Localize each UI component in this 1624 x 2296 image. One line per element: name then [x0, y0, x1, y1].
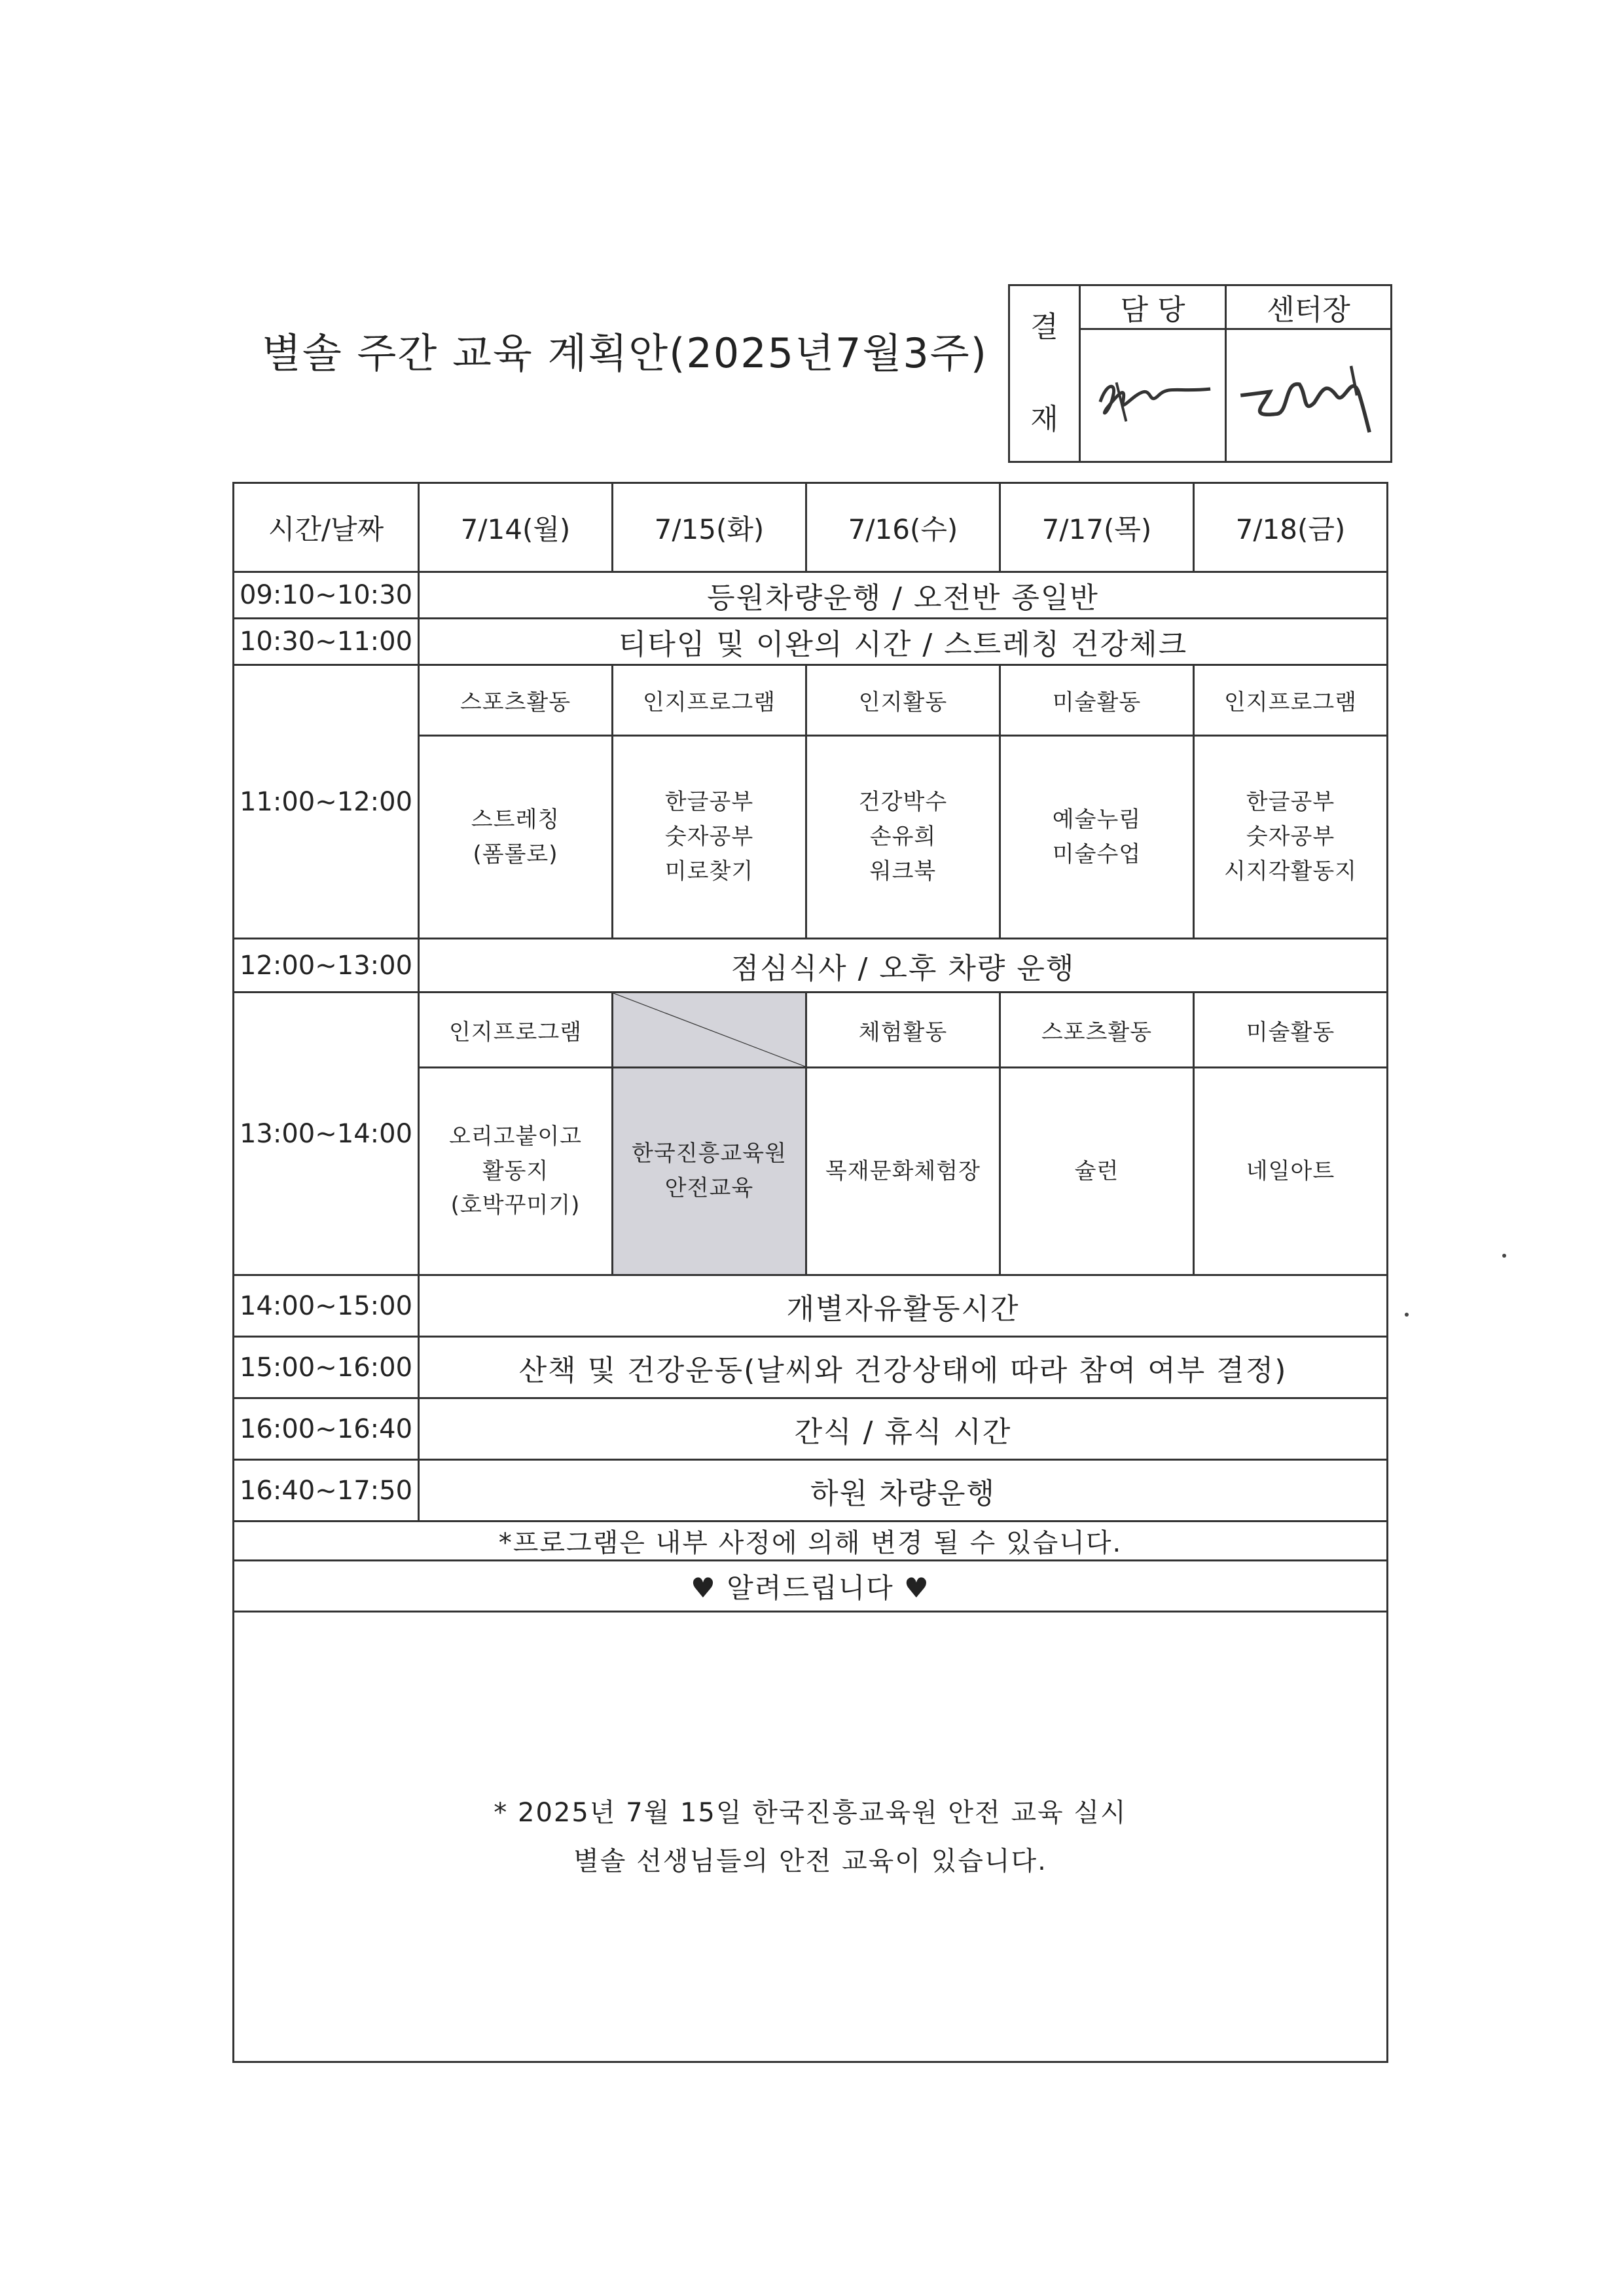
- time-cell: 12:00~13:00: [234, 939, 419, 993]
- schedule-content: 개별자유활동시간: [419, 1275, 1388, 1337]
- day-header-mon: 7/14(월): [419, 483, 613, 572]
- director-signature: [1233, 343, 1380, 448]
- activity-cell: [1194, 736, 1388, 939]
- header-row: [234, 483, 1388, 572]
- heart-icon: ♥: [904, 1571, 930, 1604]
- activity-line: (폼롤로): [473, 841, 558, 867]
- note-row: [234, 1522, 1388, 1561]
- category-cell: 스포츠활동: [1000, 993, 1194, 1068]
- category-cell: 미술활동: [1000, 665, 1194, 736]
- time-cell: 13:00~14:00: [234, 993, 419, 1275]
- time-date-header: 시간/날짜: [234, 483, 419, 572]
- activity-line: 안전교육: [664, 1175, 754, 1201]
- day-header-thu: 7/17(목): [1000, 483, 1194, 572]
- table-row: [234, 1398, 1388, 1460]
- activity-line: 목재문화체험장: [825, 1157, 981, 1184]
- approval-label: [1009, 285, 1080, 462]
- manager-signature: [1087, 343, 1217, 448]
- table-row: [234, 1460, 1388, 1522]
- category-cell: 인지프로그램: [613, 665, 806, 736]
- change-notice: *프로그램은 내부 사정에 의해 변경 될 수 있습니다.: [234, 1522, 1388, 1561]
- activity-line: 예술누림: [1052, 806, 1142, 833]
- activity-line: 오리고붙이고: [448, 1123, 583, 1150]
- table-row: [234, 619, 1388, 665]
- table-row: [234, 572, 1388, 619]
- manager-signature-cell: [1080, 329, 1226, 462]
- time-cell: 11:00~12:00: [234, 665, 419, 939]
- scan-speck: [1405, 1313, 1409, 1317]
- activity-line: 네일아트: [1246, 1157, 1335, 1184]
- activity-cell: [1000, 1068, 1194, 1275]
- schedule-content: 티타임 및 이완의 시간 / 스트레칭 건강체크: [419, 619, 1388, 665]
- am-category-row: [234, 665, 1388, 736]
- approval-col-manager: 담 당: [1080, 285, 1226, 329]
- schedule-content: 간식 / 휴식 시간: [419, 1398, 1388, 1460]
- time-cell: 16:00~16:40: [234, 1398, 419, 1460]
- activity-line: 숫자공부: [1246, 824, 1335, 850]
- table-row: [234, 939, 1388, 993]
- notice-line: 별솔 선생님들의 안전 교육이 있습니다.: [573, 1846, 1047, 1876]
- activity-line: 손유희: [869, 824, 937, 850]
- notice-line: * 2025년 7월 15일 한국진흥교육원 안전 교육 실시: [494, 1797, 1127, 1828]
- time-cell: 09:10~10:30: [234, 572, 419, 619]
- category-cell: 인지프로그램: [419, 993, 613, 1068]
- time-cell: 15:00~16:00: [234, 1337, 419, 1398]
- activity-cell: [419, 736, 613, 939]
- weekly-schedule-table: [232, 482, 1388, 2063]
- day-header-wed: 7/16(수): [806, 483, 1000, 572]
- time-cell: 14:00~15:00: [234, 1275, 419, 1337]
- pm-category-row: [234, 993, 1388, 1068]
- category-cell: 인지활동: [806, 665, 1000, 736]
- time-cell: 10:30~11:00: [234, 619, 419, 665]
- activity-line: 시지각활동지: [1223, 858, 1358, 884]
- notice-body: [234, 1612, 1388, 2062]
- category-cell: 체험활동: [806, 993, 1000, 1068]
- document-title: 별솔 주간 교육 계획안(2025년7월3주): [262, 329, 988, 377]
- activity-line: 스트레칭: [471, 806, 560, 833]
- director-signature-cell: [1226, 329, 1392, 462]
- scan-speck: [1502, 1254, 1506, 1258]
- category-cell: 스포츠활동: [419, 665, 613, 736]
- activity-line: 한국진흥교육원: [632, 1140, 787, 1167]
- category-cell: 인지프로그램: [1194, 665, 1388, 736]
- activity-line: 미술수업: [1052, 841, 1142, 867]
- activity-cell: [613, 736, 806, 939]
- activity-cell: [1194, 1068, 1388, 1275]
- activity-line: 워크북: [869, 858, 937, 884]
- activity-cell: [419, 1068, 613, 1275]
- diagonal-line: [613, 993, 805, 1066]
- activity-line: 미로찾기: [664, 858, 754, 884]
- schedule-content: 하원 차량운행: [419, 1460, 1388, 1522]
- time-cell: 16:40~17:50: [234, 1460, 419, 1522]
- empty-category-cell: [613, 993, 806, 1068]
- activity-line: (호박꾸미기): [450, 1192, 581, 1219]
- activity-cell: [806, 736, 1000, 939]
- category-cell: 미술활동: [1194, 993, 1388, 1068]
- approval-label-bottom: 재: [1030, 402, 1058, 436]
- schedule-content: 등원차량운행 / 오전반 종일반: [419, 572, 1388, 619]
- activity-line: 슐런: [1074, 1157, 1119, 1184]
- notice-body-row: [234, 1612, 1388, 2062]
- schedule-content: 산책 및 건강운동(날씨와 건강상태에 따라 참여 여부 결정): [419, 1337, 1388, 1398]
- day-header-tue: 7/15(화): [613, 483, 806, 572]
- approval-label-top: 결: [1030, 310, 1058, 344]
- approval-box: [1008, 284, 1392, 463]
- activity-line: 건강박수: [858, 789, 948, 816]
- activity-line: 한글공부: [664, 789, 754, 816]
- activity-cell-highlighted: [613, 1068, 806, 1275]
- schedule-content: 점심식사 / 오후 차량 운행: [419, 939, 1388, 993]
- activity-cell: [806, 1068, 1000, 1275]
- activity-line: 숫자공부: [664, 824, 754, 850]
- notice-heading-text: 알려드립니다: [727, 1571, 894, 1604]
- notice-heading: [234, 1561, 1388, 1612]
- activity-line: 한글공부: [1246, 789, 1335, 816]
- heart-icon: ♥: [691, 1571, 717, 1604]
- day-header-fri: 7/18(금): [1194, 483, 1388, 572]
- activity-cell: [1000, 736, 1194, 939]
- notice-header-row: [234, 1561, 1388, 1612]
- table-row: [234, 1337, 1388, 1398]
- activity-line: 활동지: [482, 1157, 549, 1184]
- table-row: [234, 1275, 1388, 1337]
- approval-col-director: 센터장: [1226, 285, 1392, 329]
